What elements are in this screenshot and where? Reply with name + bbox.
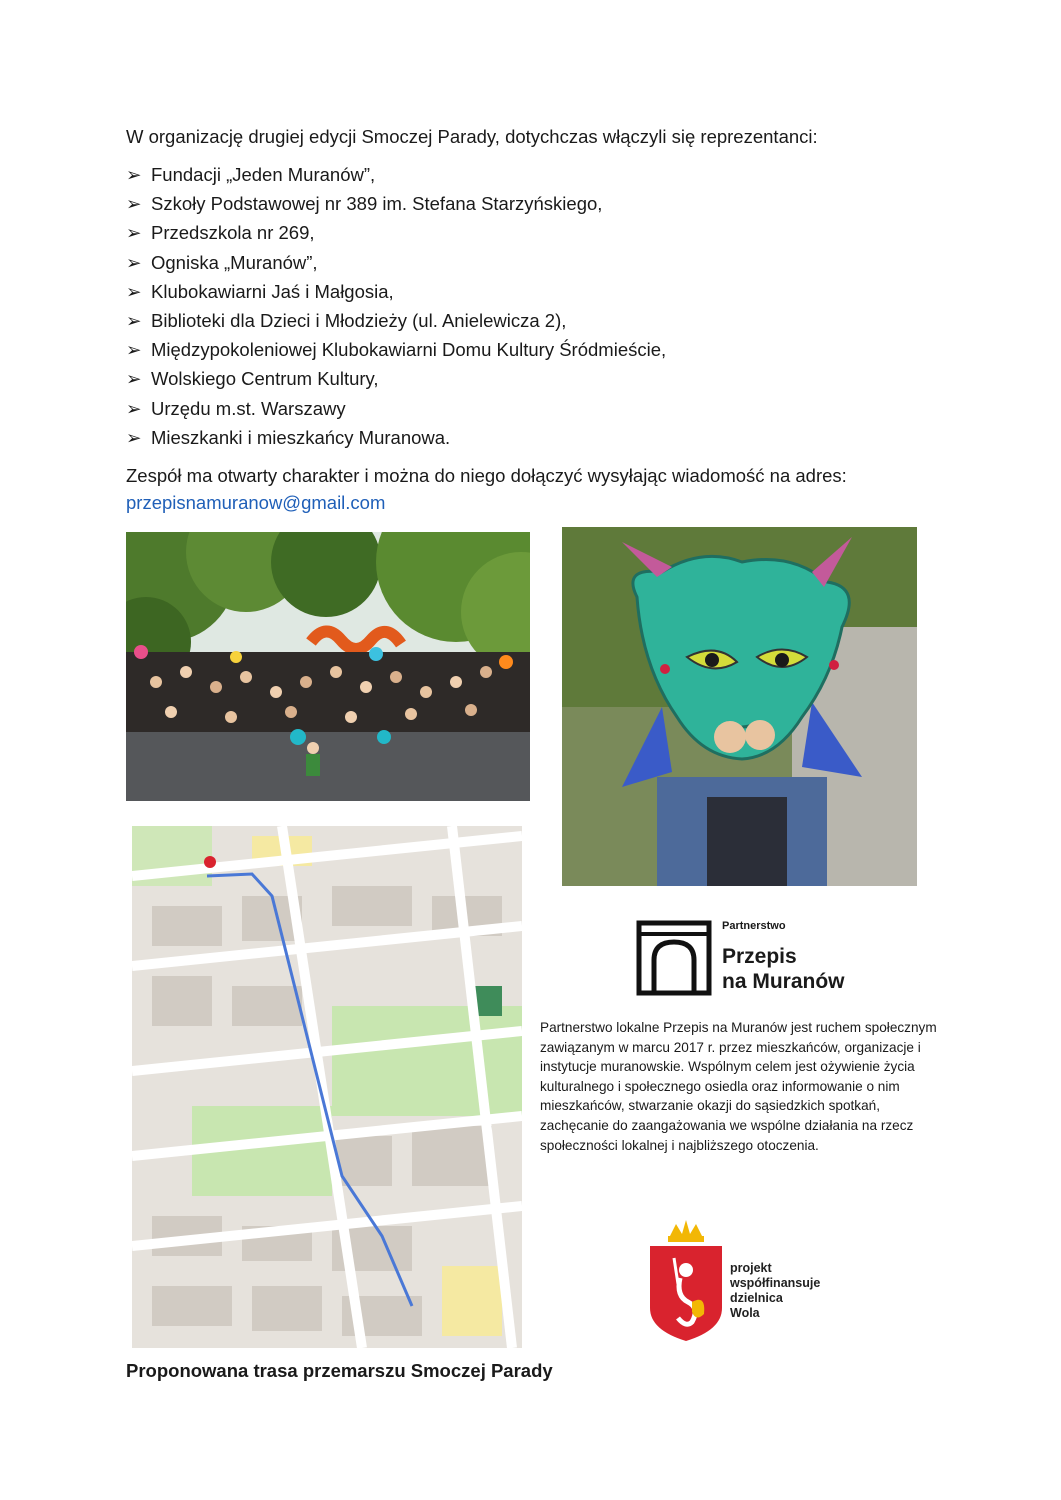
arrow-bullet-icon: ➢ bbox=[126, 164, 142, 185]
arrow-bullet-icon: ➢ bbox=[126, 309, 142, 331]
list-item: ➢ Mieszkanki i mieszkańcy Muranowa. bbox=[126, 423, 666, 452]
map-caption: Proponowana trasa przemarszu Smoczej Parady bbox=[126, 1360, 553, 1381]
logo-small-text: Partnerstwo bbox=[722, 920, 786, 932]
list-item: ➢ Wolskiego Centrum Kultury, bbox=[126, 364, 666, 393]
list-item: ➢ Urzędu m.st. Warszawy bbox=[126, 394, 666, 423]
arrow-bullet-icon: ➢ bbox=[126, 426, 142, 448]
list-item: ➢ Klubokawiarni Jaś i Małgosia, bbox=[126, 277, 666, 306]
arrow-bullet-icon: ➢ bbox=[126, 339, 142, 361]
przepis-na-muranow-logo bbox=[636, 920, 876, 1000]
list-item: ➢ Ogniska „Muranów”, bbox=[126, 248, 666, 277]
team-paragraph: Zespół ma otwarty charakter i można do niego dołączyć wysyłając wiadomość na adres: bbox=[126, 465, 847, 486]
partnership-description: Partnerstwo lokalne Przepis na Muranów jest ruchem społecznym zawiązanym w marcu 2017 r. przez mieszkańców, organizacje i instytucje muranowskie. Wspólnym celem jest ożywienie życia kulturalnego i społecznego osiedla oraz informowanie o nim mieszkańców, stwarzanie okazji do sąsiedzkich spotkań, zachęcanie do zaangażowania we wspólne działania na rzecz społeczności lokalnej i najbliższego otoczenia. bbox=[540, 1020, 937, 1153]
arrow-bullet-icon: ➢ bbox=[126, 397, 142, 419]
list-item: ➢ Biblioteki dla Dzieci i Młodzieży (ul. Anielewicza 2), bbox=[126, 306, 666, 335]
parade-group-photo bbox=[126, 532, 530, 801]
list-item: ➢ Fundacji „Jeden Muranów”, bbox=[126, 160, 666, 189]
intro-paragraph: W organizację drugiej edycji Smoczej Parady, dotychczas włączyli się reprezentanci: bbox=[126, 126, 818, 147]
email-link[interactable]: przepisnamuranow@gmail.com bbox=[126, 492, 386, 513]
dragon-mask-photo bbox=[562, 527, 917, 886]
arrow-bullet-icon: ➢ bbox=[126, 222, 142, 244]
arrow-bullet-icon: ➢ bbox=[126, 251, 142, 273]
list-item: ➢ Szkoły Podstawowej nr 389 im. Stefana Starzyńskiego, bbox=[126, 189, 666, 218]
arrow-bullet-icon: ➢ bbox=[126, 368, 142, 390]
warsaw-crest-icon bbox=[648, 1218, 724, 1343]
arrow-bullet-icon: ➢ bbox=[126, 193, 142, 215]
wola-cofinancing-badge bbox=[648, 1218, 848, 1343]
list-item: ➢ Międzypokoleniowej Klubokawiarni Domu Kultury Śródmieście, bbox=[126, 335, 666, 364]
organizations-list bbox=[126, 160, 666, 452]
arrow-bullet-icon: ➢ bbox=[126, 280, 142, 302]
arch-logo-icon bbox=[636, 920, 712, 996]
parade-route-map[interactable] bbox=[132, 826, 522, 1348]
cofinancing-text: projekt współfinansuje dzielnica Wola bbox=[730, 1261, 821, 1320]
list-item: ➢ Przedszkola nr 269, bbox=[126, 218, 666, 247]
logo-title: Przepis na Muranów bbox=[722, 945, 845, 993]
